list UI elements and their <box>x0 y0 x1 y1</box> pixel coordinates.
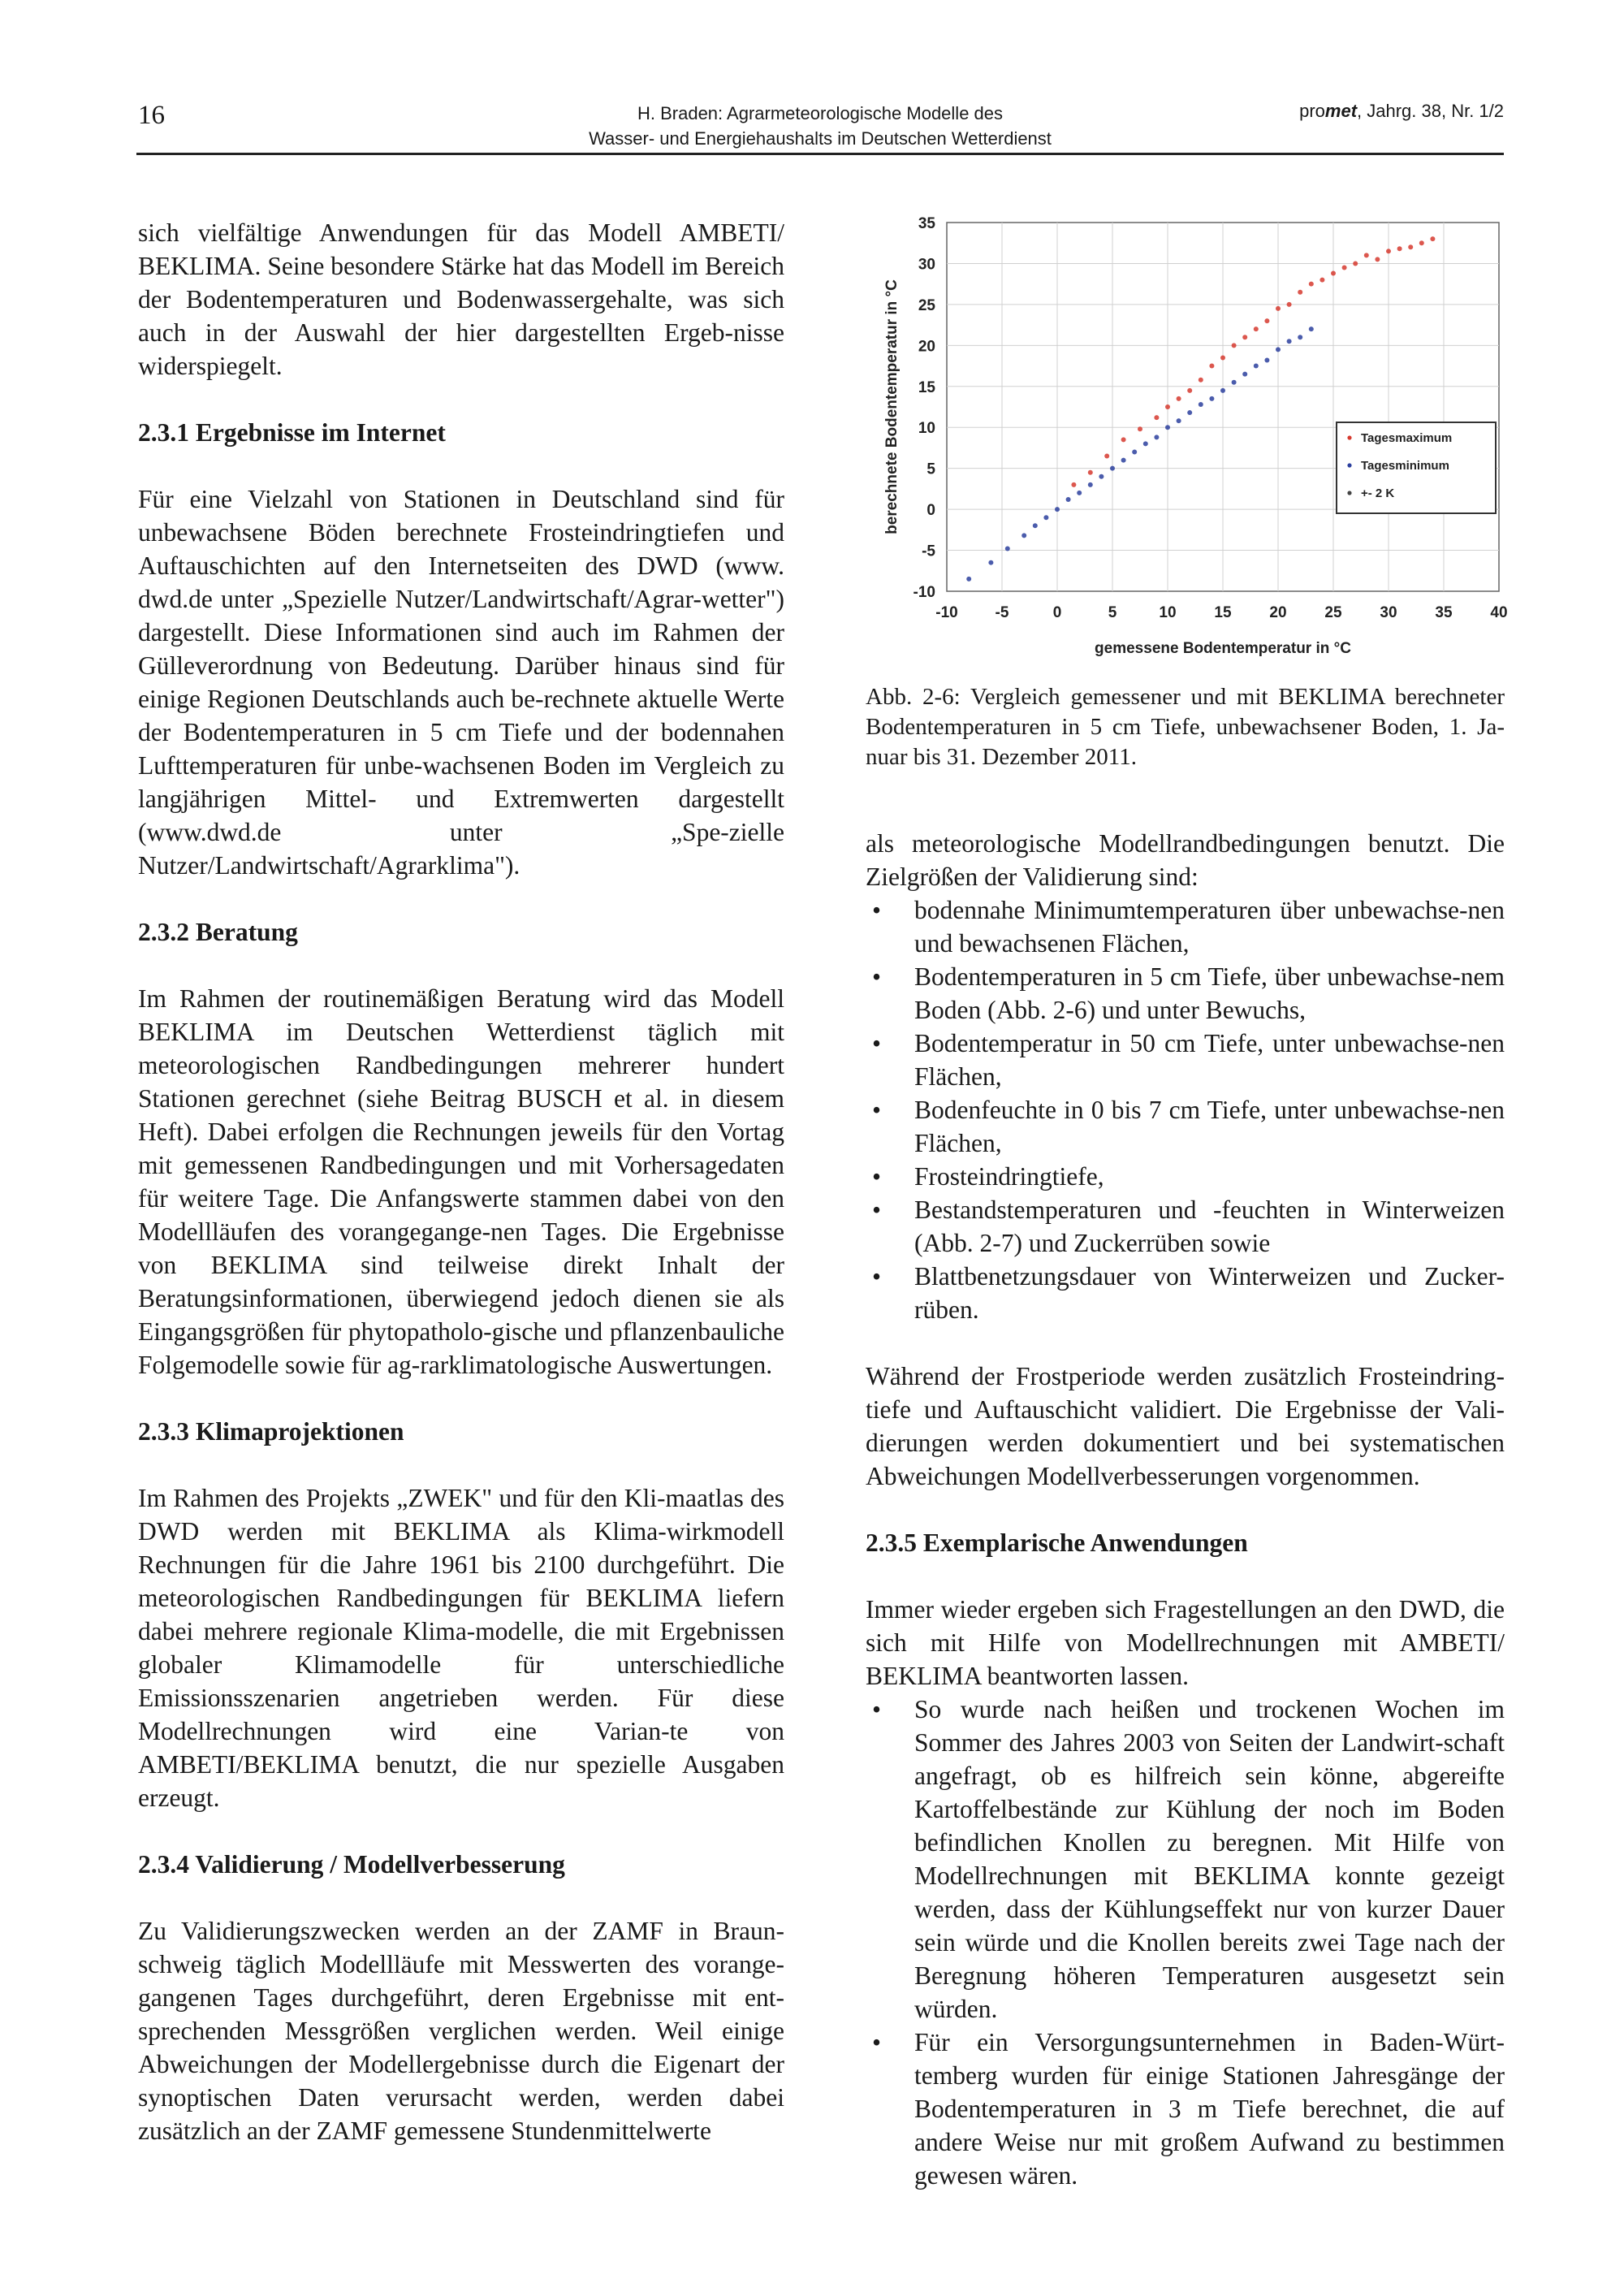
series-point-tagesminimum <box>1110 466 1115 471</box>
right-column <box>866 827 1505 2192</box>
intro-paragraph: sich vielfältige Anwendungen für das Modell AMBETI/ BEKLIMA. Seine besondere Stärke hat das Modell im Bereich der Bodentemperaturen und Bodenwassergehalte, was sich auch in der Auswahl der hier dargestellten Ergeb-nisse widerspiegelt. <box>138 218 784 380</box>
x-axis-label: gemessene Bodentemperatur in °C <box>1095 640 1351 657</box>
y-tick-label: -5 <box>922 543 935 560</box>
series-point-tagesmaximum <box>1177 396 1181 401</box>
series-point-tagesmaximum <box>1071 482 1076 487</box>
series-point-tagesminimum <box>1276 347 1281 352</box>
x-tick-label: -5 <box>995 604 1009 621</box>
x-tick-label: 10 <box>1159 604 1177 621</box>
series-point-tagesminimum <box>1199 402 1203 407</box>
journal-prefix: pro <box>1299 101 1325 121</box>
series-point-tagesminimum <box>1209 396 1214 401</box>
y-tick-label: -10 <box>913 584 935 601</box>
series-point-tagesmaximum <box>1320 278 1324 283</box>
series-point-tagesminimum <box>1187 410 1192 415</box>
series-point-tagesminimum <box>1254 364 1259 369</box>
series-point-tagesminimum <box>1143 441 1148 446</box>
list-item: • Bestandstemperaturen und -feuchten in Winterweizen (Abb. 2-7) und Zuckerrüben sowie <box>866 1193 1505 1260</box>
list-item: • Bodentemperatur in 50 cm Tiefe, unter unbewachse-nen Flächen, <box>866 1027 1505 1093</box>
frost-paragraph: Während der Frostperiode werden zusätzlich Frosteindring-tiefe und Auftauschicht validiert. Die Ergebnisse der Vali-dierungen werden dokumentiert und bei systematischen Abweichungen Modellverbesserungen vorgenommen. <box>866 1362 1505 1490</box>
running-title-line1: H. Braden: Agrarmeteorologische Modelle des <box>637 103 1004 123</box>
list-item: • Bodentemperaturen in 5 cm Tiefe, über unbewachse-nem Boden (Abb. 2-6) und unter Bewuchs, <box>866 960 1505 1027</box>
series-point-tagesminimum <box>1033 523 1038 528</box>
journal-info <box>1299 101 1504 122</box>
series-point-tagesmaximum <box>1375 257 1380 262</box>
series-point-tagesminimum <box>1220 388 1225 393</box>
series-point-tagesminimum <box>1264 357 1269 362</box>
list-item: • Für ein Versorgungsunternehmen in Baden-Würt-temberg wurden für einige Stationen Jahresgänge der Bodentemperaturen in 3 m Tiefe berechnet, die auf andere Weise nur mit großem Aufwand zu bestimmen gewesen wären. <box>866 2026 1505 2192</box>
scatter-chart <box>866 213 1508 668</box>
series-point-tagesmaximum <box>1342 265 1347 270</box>
series-point-tagesminimum <box>1043 515 1048 520</box>
series-point-tagesminimum <box>1132 449 1137 454</box>
series-point-tagesmaximum <box>1287 302 1292 307</box>
series-point-tagesminimum <box>1309 326 1314 331</box>
header-rule <box>136 153 1504 155</box>
figure-caption: Abb. 2-6: Vergleich gemessener und mit BEKLIMA berechneter Bodentemperaturen in 5 cm Tiefe, unbewachsener Boden, 1. Ja-nuar bis 31. Dezember 2011. <box>866 684 1505 770</box>
series-point-tagesminimum <box>1005 547 1010 551</box>
series-point-tagesminimum <box>1099 474 1104 479</box>
x-tick-label: 5 <box>1108 604 1117 621</box>
series-point-tagesmaximum <box>1419 240 1424 245</box>
x-tick-label: -10 <box>935 604 958 621</box>
legend-label: Tagesminimum <box>1361 459 1449 473</box>
legend-marker <box>1347 435 1351 439</box>
list-item: • So wurde nach heißen und trockenen Wochen im Sommer des Jahres 2003 von Seiten der Landwirt-schaft angefragt, ob es hilfreich sein könne, abgereifte Kartoffelbestände zur Kühlung der noch im Boden befindlichen Knollen zu beregnen. Mit Hilfe von Modellrechnungen mit BEKLIMA konnte gezeigt werden, dass der Kühlungseffekt nur von kurzer Dauer sein würde und die Knollen bereits zwei Tage nach der Beregnung höheren Temperaturen ausgesetzt sein würden. <box>866 1693 1505 2026</box>
section-heading-2-3-1: 2.3.1 Ergebnisse im Internet <box>138 418 446 447</box>
legend-marker <box>1347 463 1351 467</box>
series-point-tagesminimum <box>1165 425 1170 430</box>
series-point-tagesmaximum <box>1331 271 1336 276</box>
section-2-3-3-text: Im Rahmen des Projekts „ZWEK" und für den Kli-maatlas des DWD werden mit BEKLIMA als Klima-wirkmodell Rechnungen für die Jahre 1961 bis 2100 durchgeführt. Die meteorologischen Randbedingungen für BEKLIMA liefern dabei mehrere regionale Klima-modelle, die mit Ergebnissen globaler Klimamodelle für unterschiedliche Emissionsszenarien angetrieben werden. Für diese Modellrechnungen wird eine Varian-te von AMBETI/BEKLIMA benutzt, die nur spezielle Ausgaben erzeugt. <box>138 1484 784 1812</box>
series-point-tagesmaximum <box>1088 470 1093 475</box>
legend-label: +- 2 K <box>1361 486 1395 500</box>
series-point-tagesminimum <box>1232 380 1237 385</box>
series-point-tagesminimum <box>988 560 993 565</box>
series-point-tagesmaximum <box>1209 364 1214 369</box>
running-title-line2: Wasser- und Energiehaushalts im Deutschen Wetterdienst <box>589 128 1052 149</box>
series-point-tagesmaximum <box>1430 236 1435 241</box>
y-tick-label: 20 <box>918 338 935 356</box>
list-item: • Bodenfeuchte in 0 bis 7 cm Tiefe, unter unbewachse-nen Flächen, <box>866 1093 1505 1160</box>
page-number: 16 <box>138 101 165 130</box>
figure-2-6 <box>866 213 1508 668</box>
x-tick-label: 25 <box>1324 604 1342 621</box>
series-point-tagesminimum <box>1121 458 1126 463</box>
journal-italic: met <box>1324 101 1358 121</box>
y-tick-label: 35 <box>918 215 935 232</box>
series-point-tagesmaximum <box>1298 290 1302 295</box>
series-point-tagesmaximum <box>1386 249 1391 253</box>
series-point-tagesminimum <box>966 577 971 582</box>
series-point-tagesmaximum <box>1121 437 1126 442</box>
legend-marker <box>1347 491 1351 495</box>
series-point-tagesmaximum <box>1408 244 1413 249</box>
section-heading-2-3-5: 2.3.5 Exemplarische Anwendungen <box>866 1529 1248 1557</box>
section-heading-2-3-3: 2.3.3 Klimaprojektionen <box>138 1417 404 1446</box>
series-point-tagesmaximum <box>1353 261 1358 266</box>
series-point-tagesmaximum <box>1276 306 1281 311</box>
section-heading-2-3-2: 2.3.2 Beratung <box>138 918 298 946</box>
y-tick-label: 10 <box>918 420 935 438</box>
series-point-tagesmaximum <box>1264 318 1269 323</box>
validation-targets-list <box>866 893 1505 1326</box>
left-column <box>138 216 784 2147</box>
x-tick-label: 35 <box>1435 604 1453 621</box>
series-point-tagesminimum <box>1077 491 1082 495</box>
series-point-tagesminimum <box>1287 339 1292 344</box>
y-axis-label: berechnete Bodentemperatur in °C <box>883 279 901 534</box>
series-point-tagesmaximum <box>1154 415 1159 420</box>
x-tick-label: 0 <box>1052 604 1062 621</box>
series-point-tagesmaximum <box>1397 246 1402 251</box>
y-tick-label: 5 <box>926 460 935 478</box>
series-point-tagesminimum <box>1177 418 1181 423</box>
x-tick-label: 40 <box>1490 604 1508 621</box>
journal-issue: , Jahrg. 38, Nr. 1/2 <box>1357 101 1504 121</box>
x-tick-label: 20 <box>1269 604 1287 621</box>
series-point-tagesmaximum <box>1199 378 1203 383</box>
series-point-tagesminimum <box>1242 372 1247 377</box>
series-point-tagesmaximum <box>1232 343 1237 348</box>
legend-label: Tagesmaximum <box>1361 431 1453 445</box>
running-title <box>422 101 1218 151</box>
series-point-tagesmaximum <box>1309 282 1314 287</box>
series-point-tagesmaximum <box>1104 454 1109 459</box>
applications-list <box>866 1693 1505 2192</box>
y-tick-label: 15 <box>918 378 935 396</box>
series-point-tagesmaximum <box>1220 355 1225 360</box>
section-2-3-2-text: Im Rahmen der routinemäßigen Beratung wird das Modell BEKLIMA im Deutschen Wetterdienst täglich mit meteorologischen Randbedingungen mehrerer hundert Stationen gerechnet (siehe Beitrag BUSCH et al. in diesem Heft). Dabei erfolgen die Rechnungen jeweils für den Vortag mit gemessenen Randbedingungen und mit Vorhersagedaten für weitere Tage. Die Anfangswerte stammen dabei von den Modellläufen des vorangegange-nen Tages. Die Ergebnisse von BEKLIMA sind teilweise direkt Inhalt der Beratungsinformationen, überwiegend jedoch dienen sie als Eingangsgrößen für phytopatholo-gische und pflanzenbauliche Folgemodelle sowie für ag-rarklimatologische Auswertungen. <box>138 984 784 1379</box>
series-point-tagesminimum <box>1021 533 1026 538</box>
series-point-tagesmaximum <box>1165 404 1170 409</box>
series-point-tagesminimum <box>1055 507 1060 512</box>
x-tick-label: 30 <box>1380 604 1397 621</box>
list-item: • Blattbenetzungsdauer von Winterweizen und Zucker-rüben. <box>866 1260 1505 1326</box>
y-tick-label: 25 <box>918 296 935 314</box>
list-item: • bodennahe Minimumtemperaturen über unbewachse-nen und bewachsenen Flächen, <box>866 893 1505 960</box>
series-point-tagesmaximum <box>1138 426 1142 431</box>
series-point-tagesminimum <box>1298 335 1302 339</box>
list-item: • Frosteindringtiefe, <box>866 1160 1505 1193</box>
section-2-3-5-text: Immer wieder ergeben sich Fragestellungen an den DWD, die sich mit Hilfe von Modellrechnungen mit AMBETI/ BEKLIMA beantworten lassen. <box>866 1595 1505 1690</box>
section-2-3-4-text: Zu Validierungszwecken werden an der ZAMF in Braun-schweig täglich Modellläufe mit Messwerten des vorange-gangenen Tages durchgeführt, deren Ergebnisse mit ent-sprechenden Messgrößen verglichen werden. Weil einige Abweichungen der Modellergebnisse durch die Eigenart der synoptischen Daten verursacht werden, werden dabei zusätzlich an der ZAMF gemessene Stundenmittelwerte <box>138 1917 784 2145</box>
series-point-tagesmaximum <box>1364 253 1369 257</box>
series-point-tagesminimum <box>1066 497 1071 502</box>
x-tick-label: 15 <box>1214 604 1232 621</box>
section-2-3-1-text: Für eine Vielzahl von Stationen in Deutschland sind für unbewachsene Böden berechnete Frosteindringtiefen und Auftauschichten auf den Internetseiten des DWD (www. dwd.de unter „Spezielle Nutzer/Landwirtschaft/Agrar-wetter") dargestellt. Diese Informationen sind auch im Rahmen der Gülleverordnung von Bedeutung. Darüber hinaus sind für einige Regionen Deutschlands auch be-rechnete aktuelle Werte der Bodentemperaturen in 5 cm Tiefe und der bodennahen Lufttemperaturen für unbe-wachsenen Boden im Vergleich zu langjährigen Mittel- und Extremwerten dargestellt (www.dwd.de unter „Spe-zielle Nutzer/Landwirtschaft/Agrarklima"). <box>138 485 784 880</box>
series-point-tagesmaximum <box>1187 388 1192 393</box>
y-tick-label: 0 <box>926 502 935 520</box>
series-point-tagesminimum <box>1088 482 1093 487</box>
y-tick-label: 30 <box>918 256 935 274</box>
series-point-tagesminimum <box>1154 435 1159 439</box>
series-point-tagesmaximum <box>1242 335 1247 339</box>
section-heading-2-3-4: 2.3.4 Validierung / Modellverbesserung <box>138 1850 565 1879</box>
series-point-tagesmaximum <box>1254 326 1259 331</box>
right-intro-paragraph: als meteorologische Modellrandbedingungen benutzt. Die Zielgrößen der Validierung sind: <box>866 829 1505 891</box>
